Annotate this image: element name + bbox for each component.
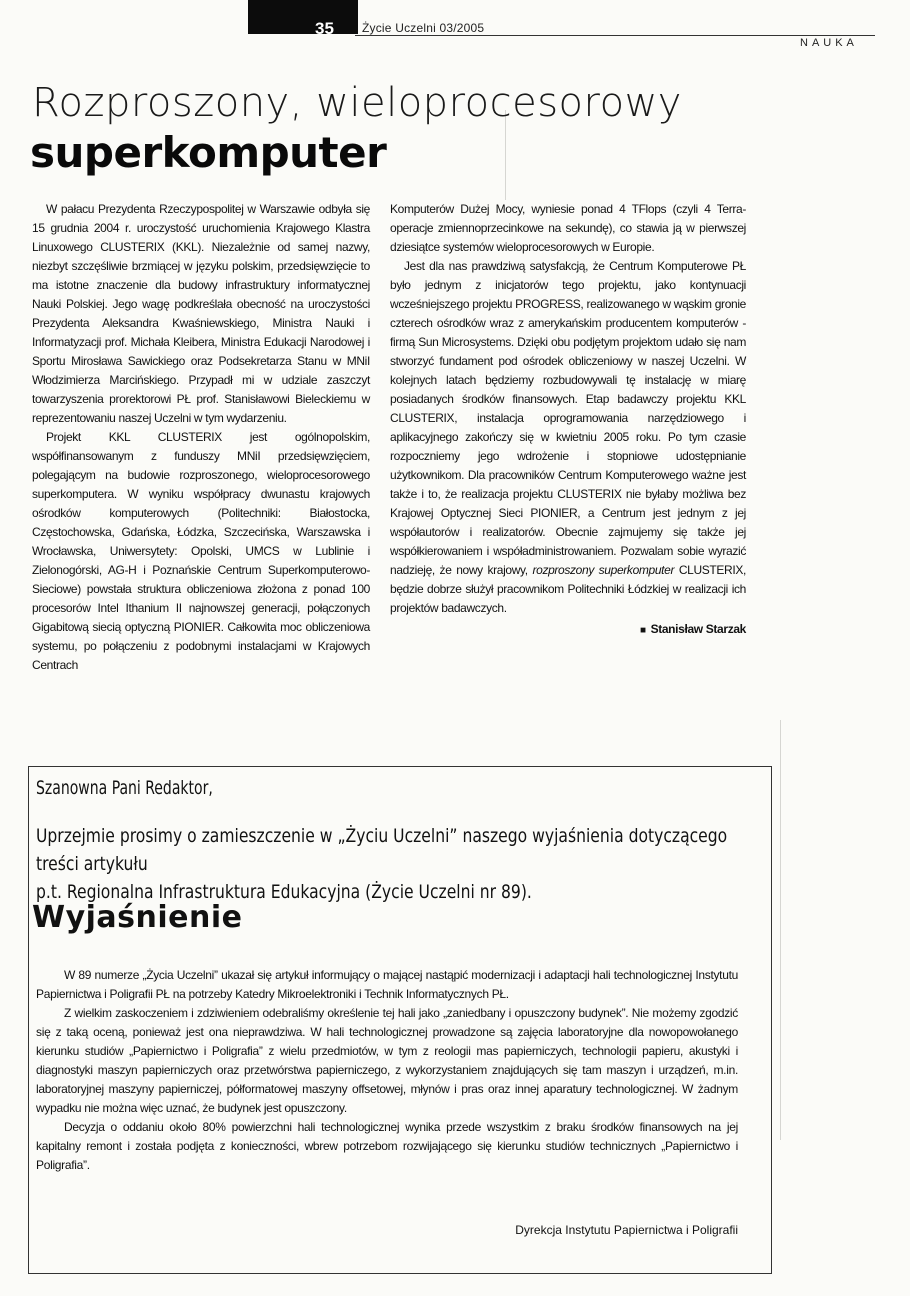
header-rule [355,35,875,36]
article-text: Jest dla nas prawdziwą satysfakcją, że Centrum Komputerowe PŁ było jednym z inicjatorów tego projektu, jako kontynuacji wcześniejszego projektu PROGRESS, realizowanego w wąskim gronie czterech ośrodków wraz z amerykańskim producentem komputerów - firmą Sun Microsystems. Dzięki obu podjętym projektom udało się nam stworzyć fundament pod ośrodek obliczeniowy w naszej Uczelni. W kolejnych latach będziemy rozbudowywali tę instalację w miarę posiadanych środków finansowych. Etap badawczy projektu KKL CLUSTERIX, instalacja oprogramowania narzędziowego i aplikacyjnego zakończy się w kwietniu 2005 roku. Po tym czasie rozpoczniemy jego wdrożenie i stopniowe udostępnianie użytkownikom. Dla pracowników Centrum Komputerowego ważne jest także i to, że realizacja projektu CLUSTERIX nie byłaby możliwa bez Krajowej Optycznej Sieci PIONIER, a Centrum jest jednym z jej współautorów i realizatorów. Obecnie zajmujemy się także jej współkierowaniem i współadministrowaniem. Pozwalam sobie wyrazić nadzieję, że nowy krajowy, [390,259,746,577]
show-through-rule [780,720,781,1140]
article-column-1 [32,200,370,675]
article-column-2 [390,200,746,640]
article-title-line1: Rozproszony, wieloprocesorowy [32,80,682,126]
notice-paragraph: Z wielkim zaskoczeniem i zdziwieniem odebraliśmy określenie tej hali jako „zaniedbany i opuszczony budynek”. Nie możemy zgodzić się z taką oceną, ponieważ jest ona nieprawdziwa. W hali technologicznej prowadzone są zajęcia laboratoryjne dla nowopowołanego kierunku studiów „Papiernictwo i Poligrafia” z wielu przedmiotów, w tym z reologii mas papierniczych, technologii papieru, akustyki i diagnostyki maszyn papierniczych oraz przetwórstwa papierniczego, z wykorzystaniem znajdujących się tam maszyn i urządzeń, m.in. laboratoryjnej maszyny papierniczej, półformatowej maszyny offsetowej, młynów i pras oraz innej aparatury technologicznej. W żadnym wypadku nie można więc uznać, że budynek jest opuszczony. [36,1006,738,1115]
notice-paragraph: Decyzja o oddaniu około 80% powierzchni hali technologicznej wynika przede wszystkim z braku środków finansowych na jej kapitalny remont i została podjęta z konieczności, wbrew potrzebom rozwijającego się kierunku studiów technicznych „Papiernictwo i Poligrafia”. [36,1120,738,1172]
notice-request-line: Uprzejmie prosimy o zamieszczenie w „Życiu Uczelni” naszego wyjaśnienia dotyczącego treści artykułu [36,825,728,875]
article-title-line2: superkomputer [30,128,387,177]
article-paragraph: Projekt KKL CLUSTERIX jest ogólnopolskim, współfinansowanym z funduszy MNiI przedsięwzięciem, polegającym na budowie rozproszonego, wieloprocesorowego superkomputera. W wyniku współpracy dwunastu krajowych ośrodków komputerowych (Politechniki: Białostocka, Częstochowska, Gdańska, Łódzka, Szczecińska, Warszawska i Wrocławska, Uniwersytety: Opolski, UMCS w Lublinie i Zielonogórski, AG-H i Poznańskie Centrum Superkomputerowo-Sieciowe) powstała struktura obliczeniowa złożona z ponad 100 procesorów Intel Ithanium II najnowszej generacji, połączonych Gigabitową siecią optyczną PIONIER. Całkowita moc obliczeniowa systemu, po połączeniu z podobnymi instalacjami w Krajowych Centrach [32,430,370,672]
section-label: NAUKA [800,37,858,49]
notice-body [36,966,738,1175]
page-number-block [248,0,358,34]
notice-heading: Wyjaśnienie [32,900,243,935]
notice-request [36,822,758,906]
article-paragraph: W pałacu Prezydenta Rzeczypospolitej w Warszawie odbyła się 15 grudnia 2004 r. uroczystość uruchomienia Krajowego Klastra Linuxowego CLUSTERIX (KKL). Niezależnie od samej nazwy, niezbyt szczęśliwie brzmiącej w języku polskim, przedsięwzięcie to ma istotne znaczenie dla budowy infrastruktury informatycznej Nauki Polskiej. Jego wagę podkreślała obecność na uroczystości Prezydenta Aleksandra Kwaśniewskiego, Ministra Nauki i Informatyzacji prof. Michała Kleibera, Ministra Edukacji Narodowej i Sportu Mirosława Sawickiego oraz Podsekretarza Stanu w MNiI Włodzimierza Marcińskiego. Przypadł mi w udziale zaszczyt towarzyszenia prorektorowi PŁ prof. Stanisławowi Bieleckiemu w reprezentowaniu naszej Uczelni w tym wydarzeniu. [32,202,370,425]
notice-signature: Dyrekcja Instytutu Papiernictwa i Poligrafii [515,1223,738,1237]
article-paragraph: Komputerów Dużej Mocy, wyniesie ponad 4 TFlops (czyli 4 Terra-operacje zmiennoprzecinkowe na sekundę), co stawia ją w pierwszej dziesiątce systemów wieloprocesorowych w Europie. [390,202,746,254]
notice-request-line: p.t. Regionalna Infrastruktura Edukacyjna (Życie Uczelni nr 89). [36,881,532,903]
notice-greeting: Szanowna Pani Redaktor, [36,777,213,799]
notice-paragraph: W 89 numerze „Życia Uczelni” ukazał się artykuł informujący o mającej nastąpić modernizacji i adaptacji hali technologicznej Instytutu Papiernictwa i Poligrafii PŁ na potrzeby Katedry Mikroelektroniki i Technik Informatycznych PŁ. [36,968,738,1001]
article-text: CLUSTERIX, będzie dobrze służył pracownikom Politechniki Łódzkiej w realizacji ich projektów badawczych. [390,563,746,615]
publication-name: Życie Uczelni 03/2005 [362,21,485,35]
article-paragraph [390,257,746,618]
page-number: 35 [315,19,334,38]
article-italic-text: rozproszony superkomputer [532,563,675,577]
article-author: ■ Stanisław Starzak [390,620,746,640]
